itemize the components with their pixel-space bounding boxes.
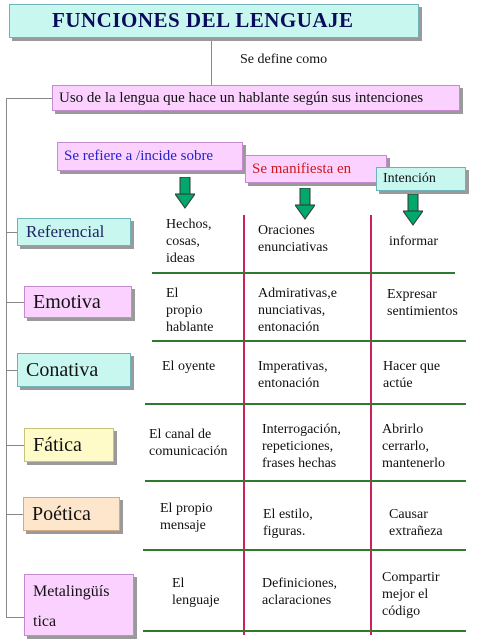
cell-intencion: Compartir mejor el código xyxy=(382,570,440,619)
cell-incide: Hechos, cosas, ideas xyxy=(166,217,212,266)
cell-manifiesta: Imperativas, entonación xyxy=(258,359,328,391)
function-name: Metalingüís tica xyxy=(33,583,110,630)
function-name: Referencial xyxy=(26,222,105,241)
header-manifiesta-label: Se manifiesta en xyxy=(252,161,352,177)
connector-f2 xyxy=(6,302,24,303)
cell-incide: El canal de comunicación xyxy=(149,427,228,459)
divider-row xyxy=(143,630,466,632)
divider-row xyxy=(152,340,466,342)
cell-intencion: Hacer que actúe xyxy=(383,359,441,391)
definition-label: Se define como xyxy=(240,52,328,67)
function-fatica xyxy=(24,428,114,462)
header-intencion xyxy=(376,167,466,191)
function-poetica xyxy=(23,497,120,531)
cell-incide: El oyente xyxy=(162,359,216,374)
cell-manifiesta: Admirativas,e nunciativas, entonación xyxy=(258,286,337,335)
divider-row xyxy=(143,549,466,551)
connector-f6 xyxy=(6,617,24,618)
cell-intencion: Abrirlo cerrarlo, mantenerlo xyxy=(382,422,445,471)
connector-f4 xyxy=(6,445,24,446)
function-referencial xyxy=(17,218,131,246)
header-manifiesta xyxy=(245,155,387,183)
divider-row xyxy=(145,480,466,482)
arrow-down-icon xyxy=(295,188,315,220)
header-incide xyxy=(57,142,243,171)
connector-title-down xyxy=(211,38,212,85)
connector-f5 xyxy=(6,514,23,515)
cell-manifiesta: Interrogación, repeticiones, frases hechas xyxy=(262,422,341,471)
function-name: Emotiva xyxy=(33,291,101,313)
header-incide-label: Se refiere a /incide sobre xyxy=(64,148,214,164)
function-name: Poética xyxy=(32,503,91,525)
cell-intencion: Causar extrañeza xyxy=(389,507,443,539)
header-intencion-label: Intención xyxy=(383,171,436,186)
connector-trunk-top xyxy=(6,98,52,99)
cell-manifiesta: El estilo, figuras. xyxy=(263,507,313,539)
cell-incide: El propio mensaje xyxy=(160,501,213,533)
cell-incide: El lenguaje xyxy=(172,576,220,608)
cell-intencion: informar xyxy=(389,234,438,249)
cell-intencion: Expresar sentimientos xyxy=(387,287,458,319)
page-title: FUNCIONES DEL LENGUAJE xyxy=(52,8,354,32)
function-emotiva xyxy=(24,286,132,318)
connector-left-trunk xyxy=(6,98,7,618)
connector-f1 xyxy=(6,232,17,233)
function-metalinguistica xyxy=(24,574,134,636)
definition-text: Uso de la lengua que hace un hablante según sus intenciones xyxy=(59,90,424,106)
function-conativa xyxy=(17,353,131,387)
divider-row xyxy=(145,403,466,405)
function-name: Fática xyxy=(33,434,82,456)
arrow-down-icon xyxy=(403,194,423,226)
divider-vertical-2 xyxy=(370,215,372,635)
function-name: Conativa xyxy=(26,359,99,381)
divider-row xyxy=(152,272,455,274)
divider-vertical-1 xyxy=(243,215,245,635)
title-box xyxy=(9,4,419,38)
definition-box xyxy=(52,85,460,111)
cell-incide: El propio hablante xyxy=(166,286,214,335)
connector-f3 xyxy=(6,370,17,371)
arrow-down-icon xyxy=(175,177,195,209)
cell-manifiesta: Oraciones enunciativas xyxy=(258,223,328,255)
cell-manifiesta: Definiciones, aclaraciones xyxy=(262,576,338,608)
